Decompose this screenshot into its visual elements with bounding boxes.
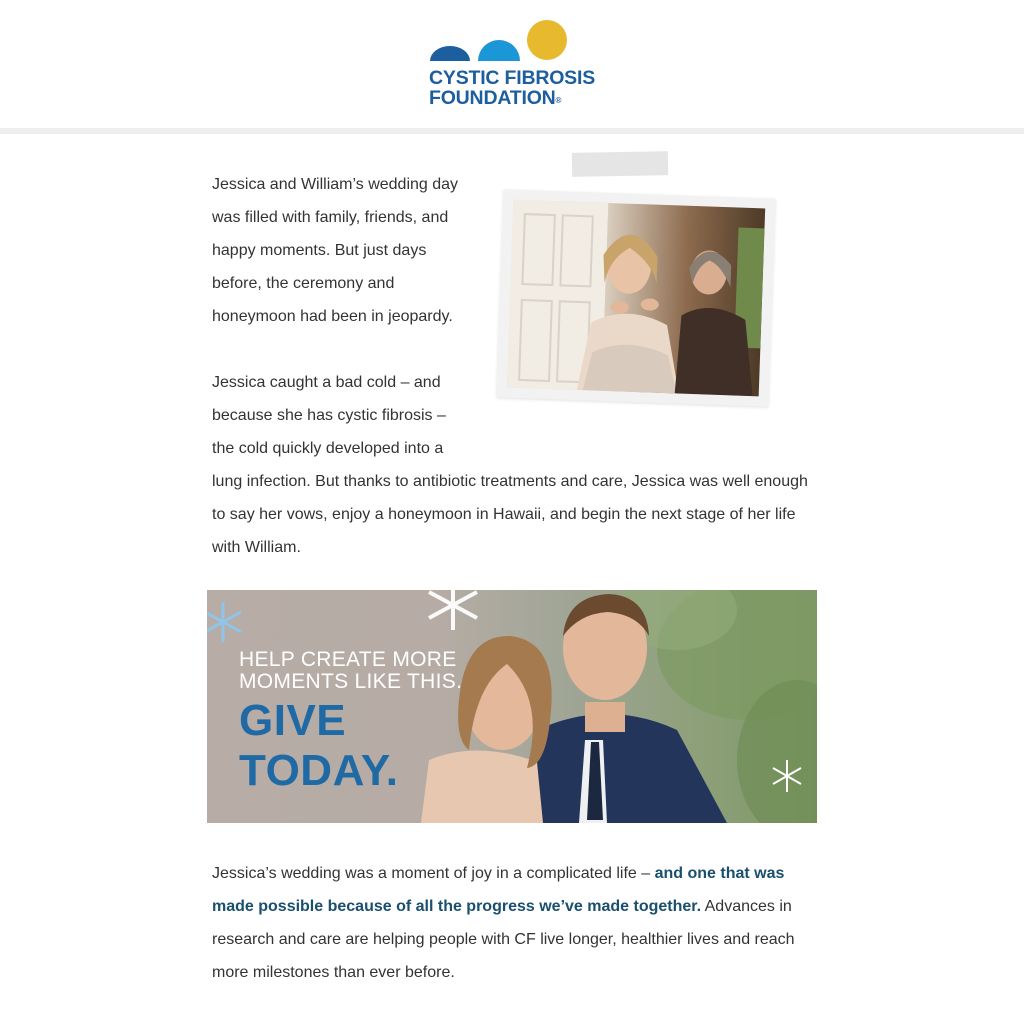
photo-tape	[572, 151, 668, 177]
snowflake-icon	[207, 602, 241, 642]
closing-text-start: Jessica’s wedding was a moment of joy in a complicated life –	[212, 865, 655, 882]
logo-text-line1: CYSTIC FIBROSIS	[429, 67, 596, 89]
banner-cta-give: GIVE	[239, 696, 347, 745]
header-divider	[0, 128, 1024, 134]
bride-photo	[507, 200, 765, 397]
story-section	[212, 168, 812, 564]
cff-logo[interactable]	[428, 18, 598, 110]
story-paragraph-1: Jessica and William’s wedding day was filled with family, friends, and happy moments. But just days before, the ceremony and honeymoon had been in jeopardy.	[212, 176, 459, 325]
banner-headline-line2: MOMENTS LIKE THIS.	[239, 670, 463, 693]
banner-headline-line1: HELP CREATE MORE	[239, 648, 457, 671]
logo-marks-icon	[428, 18, 598, 64]
closing-section	[212, 857, 812, 989]
give-today-banner[interactable]	[207, 590, 817, 823]
wedding-photo-frame	[478, 168, 812, 434]
closing-paragraph	[212, 857, 812, 989]
registered-mark: ®	[555, 96, 562, 105]
header	[0, 0, 1024, 128]
logo-text-line2: FOUNDATION®	[429, 87, 562, 109]
polaroid-frame	[496, 189, 775, 406]
closing-highlight: and one that was made possible because of all the progress we’ve made together.	[212, 865, 785, 915]
story-paragraph-2: Jessica caught a bad cold – and because she has cystic fibrosis – the cold quickly developed into a lung infection. But thanks to antibiotic treatments and care, Jessica was well enough to say her vows, enjoy a honeymoon in Hawaii, and begin the next stage of her life with William.	[212, 374, 808, 556]
closing-text-end: Advances in research and care are helping people with CF live longer, healthier lives and reach more milestones than ever before.	[212, 898, 795, 981]
banner-cta-today: TODAY.	[239, 746, 399, 795]
